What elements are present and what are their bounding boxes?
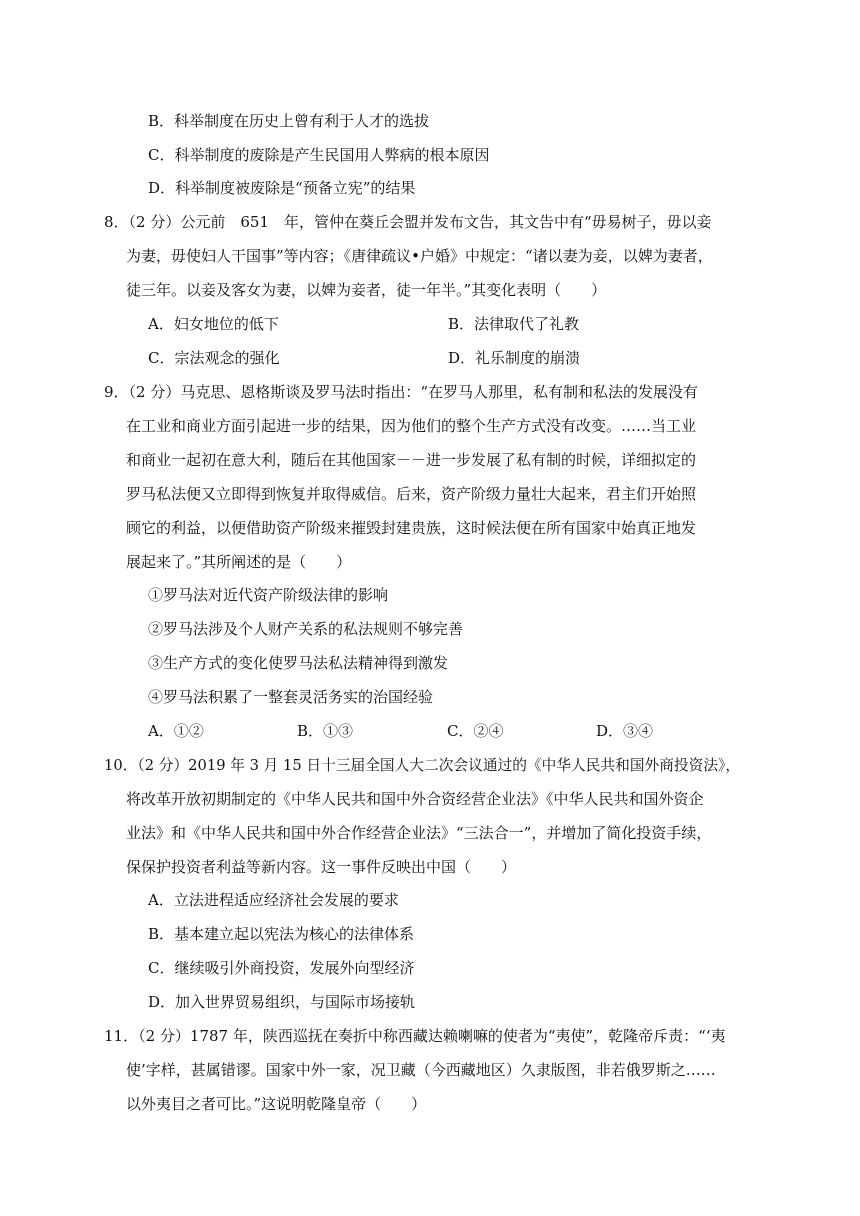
- q10-option-d: D．加入世界贸易组织，与国际市场接轨: [148, 993, 416, 1011]
- q8-stem-line-1: 8．（2 分）公元前 651 年，管仲在葵丘会盟并发布文告，其文告中有“毋易树子，毋以妾: [104, 213, 712, 231]
- q9-option-d: D．③④: [596, 722, 654, 740]
- q9-stem-line-2: 在工业和商业方面引起进一步的结果，因为他们的整个生产方式没有改变。……当工业: [126, 417, 697, 435]
- q9-statement-3: ③生产方式的变化使罗马法私法精神得到激发: [148, 654, 449, 672]
- q9-stem-line-4: 罗马私法便又立即得到恢复并取得威信。后来，资产阶级力量壮大起来，君主们开始照: [126, 485, 697, 503]
- q10-option-b: B．基本建立起以宪法为核心的法律体系: [148, 925, 415, 943]
- q9-statement-4: ④罗马法积累了一整套灵活务实的治国经验: [148, 688, 434, 706]
- q9-option-c: C．②④: [447, 722, 504, 740]
- q9-option-a: A．①②: [148, 722, 204, 740]
- q10-option-a: A．立法进程适应经济社会发展的要求: [148, 891, 399, 909]
- q7-option-c: C．科举制度的废除是产生民国用人弊病的根本原因: [148, 146, 490, 164]
- q9-stem-line-3: 和商业一起初在意大利，随后在其他国家－－进一步发展了私有制的时候，详细拟定的: [126, 451, 697, 469]
- q11-stem-line-1: 11．（2 分）1787 年，陕西巡抚在奏折中称西藏达赖喇嘛的使者为“夷使”，乾隆帝斥责：“‘夷: [104, 1027, 726, 1045]
- q10-stem-line-3: 业法》和《中华人民共和国中外合作经营企业法》“三法合一”，并增加了简化投资手续，: [126, 824, 712, 842]
- q8-option-d: D．礼乐制度的崩溃: [448, 349, 581, 367]
- q10-stem-line-4: 保保护投资者利益等新内容。这一事件反映出中国（ ）: [126, 858, 517, 876]
- q11-stem-line-2: 使’字样，甚属错谬。国家中外一家，况卫藏（今西藏地区）久隶版图，非若俄罗斯之……: [126, 1061, 716, 1079]
- q11-stem-line-3: 以外夷目之者可比。”这说明乾隆皇帝（ ）: [126, 1095, 427, 1113]
- q10-stem-line-1: 10．（2 分）2019 年 3 月 15 日十三届全国人大二次会议通过的《中华人民共和国外商投资法》，: [104, 756, 741, 774]
- q8-stem-line-3: 徒三年。以妾及客女为妻，以婢为妾者，徒一年半。”其变化表明（ ）: [126, 281, 607, 299]
- q9-statement-2: ②罗马法涉及个人财产关系的私法规则不够完善: [148, 620, 464, 638]
- q9-statement-1: ①罗马法对近代资产阶级法律的影响: [148, 586, 389, 604]
- q9-stem-line-5: 顾它的利益，以便借助资产阶级来摧毁封建贵族，这时候法便在所有国家中始真正地发: [126, 519, 697, 537]
- q9-option-b: B．①③: [297, 722, 354, 740]
- q8-option-b: B．法律取代了礼教: [448, 315, 580, 333]
- q10-stem-line-2: 将改革开放初期制定的《中华人民共和国中外合资经营企业法》《中华人民共和国外资企: [126, 790, 704, 808]
- q7-option-d: D．科举制度被废除是“预备立宪”的结果: [148, 179, 416, 197]
- q7-option-b: B．科举制度在历史上曾有利于人才的选拔: [148, 112, 430, 130]
- q9-stem-line-6: 展起来了。”其所阐述的是（ ）: [126, 553, 352, 571]
- q10-option-c: C．继续吸引外商投资，发展外向型经济: [148, 959, 415, 977]
- q8-option-a: A．妇女地位的低下: [148, 315, 279, 333]
- q8-option-c: C．宗法观念的强化: [148, 349, 280, 367]
- q9-stem-line-1: 9．（2 分）马克思、恩格斯谈及罗马法时指出：“在罗马人那里，私有制和私法的发展没有: [104, 383, 699, 401]
- q8-stem-line-2: 为妻，毋使妇人干国事”等内容；《唐律疏议•户婚》中规定：“诸以妻为妾，以婢为妻者，: [126, 247, 713, 265]
